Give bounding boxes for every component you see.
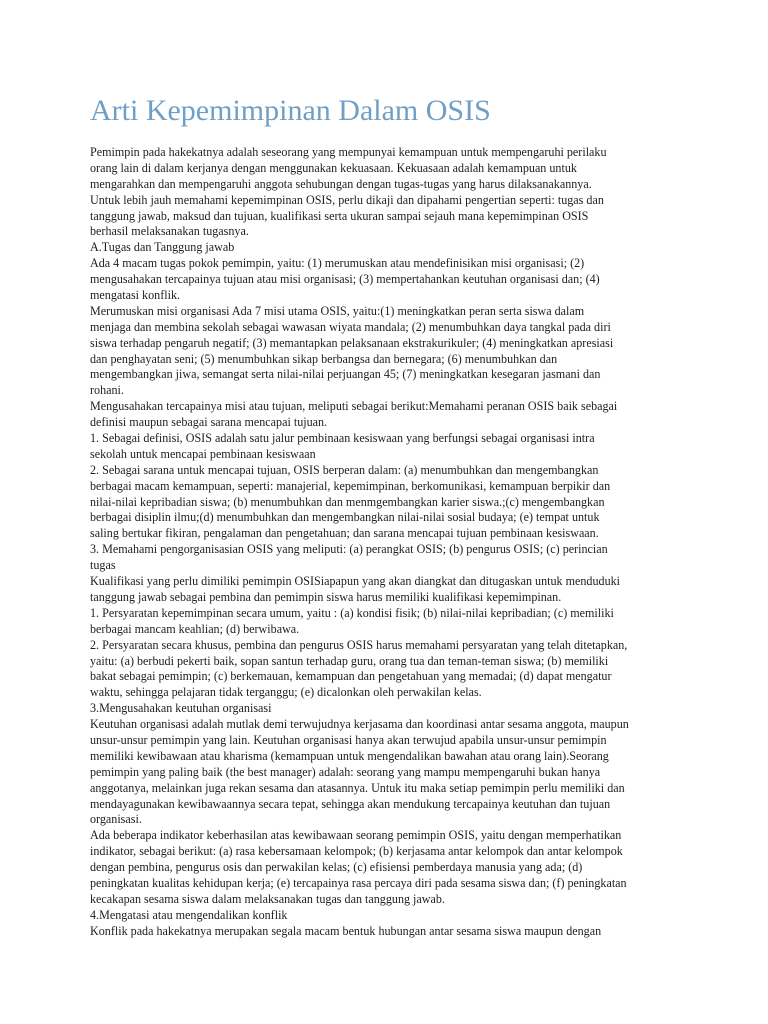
body-text-line: dengan pembina, pengurus osis dan perwakilan kelas; (c) efisiensi pemberdaya manusia yang ada; (d) xyxy=(90,860,583,875)
body-text-line: peningkatan kualitas kehidupan kerja; (e) tercapainya rasa percaya diri pada sesama siswa dan; (f) peningkatan xyxy=(90,875,627,890)
body-text-line: Mengusahakan tercapainya misi atau tujuan, meliputi sebagai berikut:Memahami peranan OSIS baik sebagai xyxy=(90,399,618,414)
body-text-line: tanggung jawab, maksud dan tujuan, kualifikasi serta ukuran sampai sejauh mana kepemimpinan OSIS xyxy=(90,208,589,223)
body-text-line: pemimpin yang paling baik (the best manager) adalah: seorang yang mampu mempengaruhi bukan hanya xyxy=(90,764,601,779)
document-body xyxy=(90,145,712,940)
body-text-line: Pemimpin pada hakekatnya adalah seseorang yang mempunyai kemampuan untuk mempengaruhi perilaku xyxy=(90,145,607,159)
body-text-line: kecakapan sesama siswa dalam melaksanakan tugas dan tanggung jawab. xyxy=(90,891,445,906)
body-text-line: unsur-unsur pemimpin yang lain. Keutuhan organisasi hanya akan terwujud apabila unsur-unsur pemimpin xyxy=(90,732,607,747)
body-text-line: menjaga dan membina sekolah sebagai wawasan wiyata mandala; (2) menumbuhkan daya tangkal pada diri xyxy=(90,319,611,334)
body-text-line: organisasi. xyxy=(90,812,142,827)
body-text-line: orang lain di dalam kerjanya dengan menggunakan kekuasaan. Kekuasaan adalah kemampuan untuk xyxy=(90,160,577,175)
body-text-line: 2. Persyaratan secara khusus, pembina dan pengurus OSIS harus memahami persyaratan yang telah ditetapkan, xyxy=(90,637,628,652)
body-text-line: bakat sebagai pemimpin; (c) berkemauan, kemampuan dan pengetahuan yang memadai; (d) dapat mengatur xyxy=(90,669,612,684)
body-text-line: 4.Mengatasi atau mengendalikan konflik xyxy=(90,907,288,922)
body-text-line: definisi maupun sebagai sarana mencapai tujuan. xyxy=(90,415,328,430)
body-text-line: 2. Sebagai sarana untuk mencapai tujuan, OSIS berperan dalam: (a) menumbuhkan dan mengembangkan xyxy=(90,462,599,477)
body-text-line: Ada 4 macam tugas pokok pemimpin, yaitu: (1) merumuskan atau mendefinisikan misi organisasi; (2) xyxy=(90,256,585,271)
document-title: Arti Kepemimpinan Dalam OSIS xyxy=(90,94,491,127)
body-text-line: berbagai macam kemampuan, seperti: manajerial, kepemimpinan, berkomunikasi, kemampuan berpikir dan xyxy=(90,478,611,493)
body-text-line: A.Tugas dan Tanggung jawab xyxy=(90,240,235,255)
body-text-line: mendayagunakan kewibawaannya secara tepat, sehingga akan mendukung tercapainya keutuhan dan tujuan xyxy=(90,796,611,811)
body-text-line: indikator, sebagai berikut: (a) rasa kebersamaan kelompok; (b) kerjasama antar kelompok dan antar kelompok xyxy=(90,844,623,859)
body-text-line: berhasil melaksanakan tugasnya. xyxy=(90,224,249,239)
body-text-line: 1. Persyaratan kepemimpinan secara umum, yaitu : (a) kondisi fisik; (b) nilai-nilai kepribadian; (c) memiliki xyxy=(90,605,614,620)
body-text-line: mengusahakan tercapainya tujuan atau misi organisasi; (3) mempertahankan keutuhan organisasi dan; (4) xyxy=(90,272,600,287)
body-text-line: berbagai mancam keahlian; (d) berwibawa. xyxy=(90,621,300,636)
body-text-line: Untuk lebih jauh memahami kepemimpinan OSIS, perlu dikaji dan dipahami pengertian seperti: tugas dan xyxy=(90,192,604,207)
body-text-line: Konflik pada hakekatnya merupakan segala macam bentuk hubungan antar sesama siswa maupun dengan xyxy=(90,923,602,938)
body-text-line: nilai-nilai kepribadian siswa; (b) menumbuhkan dan menmgembangkan karier siswa.;(c) mengembangkan xyxy=(90,494,605,509)
body-text-line: mengatasi konflik. xyxy=(90,288,181,303)
body-text-line: Kualifikasi yang perlu dimiliki pemimpin OSISiapapun yang akan diangkat dan ditugaskan untuk menduduki xyxy=(90,574,621,589)
body-text-line: 1. Sebagai definisi, OSIS adalah satu jalur pembinaan kesiswaan yang berfungsi sebagai organisasi intra xyxy=(90,431,595,446)
body-text-line: waktu, sehingga pelajaran tidak terganggu; (e) dicalonkan oleh perwakilan kelas. xyxy=(90,685,482,700)
body-text-line: berbagai disiplin ilmu;(d) menumbuhkan dan mengembangkan nilai-nilai sosial budaya; (e) tempat untuk xyxy=(90,510,600,525)
body-text-line: tanggung jawab sebagai pembina dan pemimpin siswa harus memiliki kualifikasi kepemimpinan. xyxy=(90,589,562,604)
body-text-line: dan penghayatan seni; (5) menumbuhkan sikap berbangsa dan bernegara; (6) menumbuhkan dan xyxy=(90,351,558,366)
body-text-line: yaitu: (a) berbudi pekerti baik, sopan santun terhadap guru, orang tua dan teman-teman siswa; (b) memiliki xyxy=(90,653,609,668)
body-text-line: tugas xyxy=(90,558,116,573)
body-text-line: anggotanya, melainkan juga rekan sesama dan atasannya. Untuk itu maka setiap pemimpin perlu memiliki dan xyxy=(90,780,625,795)
body-text-line: mengembangkan jiwa, semangat serta nilai-nilai perjuangan 45; (7) meningkatkan kesegaran jasmani dan xyxy=(90,367,601,382)
body-text-line: mengarahkan dan mempengaruhi anggota sehubungan dengan tugas-tugas yang harus dilaksanakannya. xyxy=(90,176,592,191)
body-text-line: memiliki kewibawaan atau kharisma (kemampuan untuk mengendalikan bawahan atau orang lain).Seorang xyxy=(90,748,609,763)
body-text-line: rohani. xyxy=(90,383,124,398)
body-text-line: Merumuskan misi organisasi Ada 7 misi utama OSIS, yaitu:(1) meningkatkan peran serta siswa dalam xyxy=(90,303,585,318)
body-text-line: saling bertukar fikiran, pengalaman dan pengetahuan; dan sarana mencapai tujuan pembinaan kesiswaan. xyxy=(90,526,599,541)
body-text-line: sekolah untuk mencapai pembinaan kesiswaan xyxy=(90,446,316,461)
body-text-line: siswa terhadap pengaruh negatif; (3) memantapkan pelaksanaan ekstrakurikuler; (4) meningkatkan apresiasi xyxy=(90,335,614,350)
body-text-line: 3.Mengusahakan keutuhan organisasi xyxy=(90,701,272,716)
body-text-line: 3. Memahami pengorganisasian OSIS yang meliputi: (a) perangkat OSIS; (b) pengurus OSIS; (c) perincian xyxy=(90,542,608,557)
body-text-line: Keutuhan organisasi adalah mutlak demi terwujudnya kerjasama dan koordinasi antar sesama anggota, maupun xyxy=(90,717,629,732)
body-text-line: Ada beberapa indikator keberhasilan atas kewibawaan seorang pemimpin OSIS, yaitu dengan memperhatikan xyxy=(90,828,622,843)
